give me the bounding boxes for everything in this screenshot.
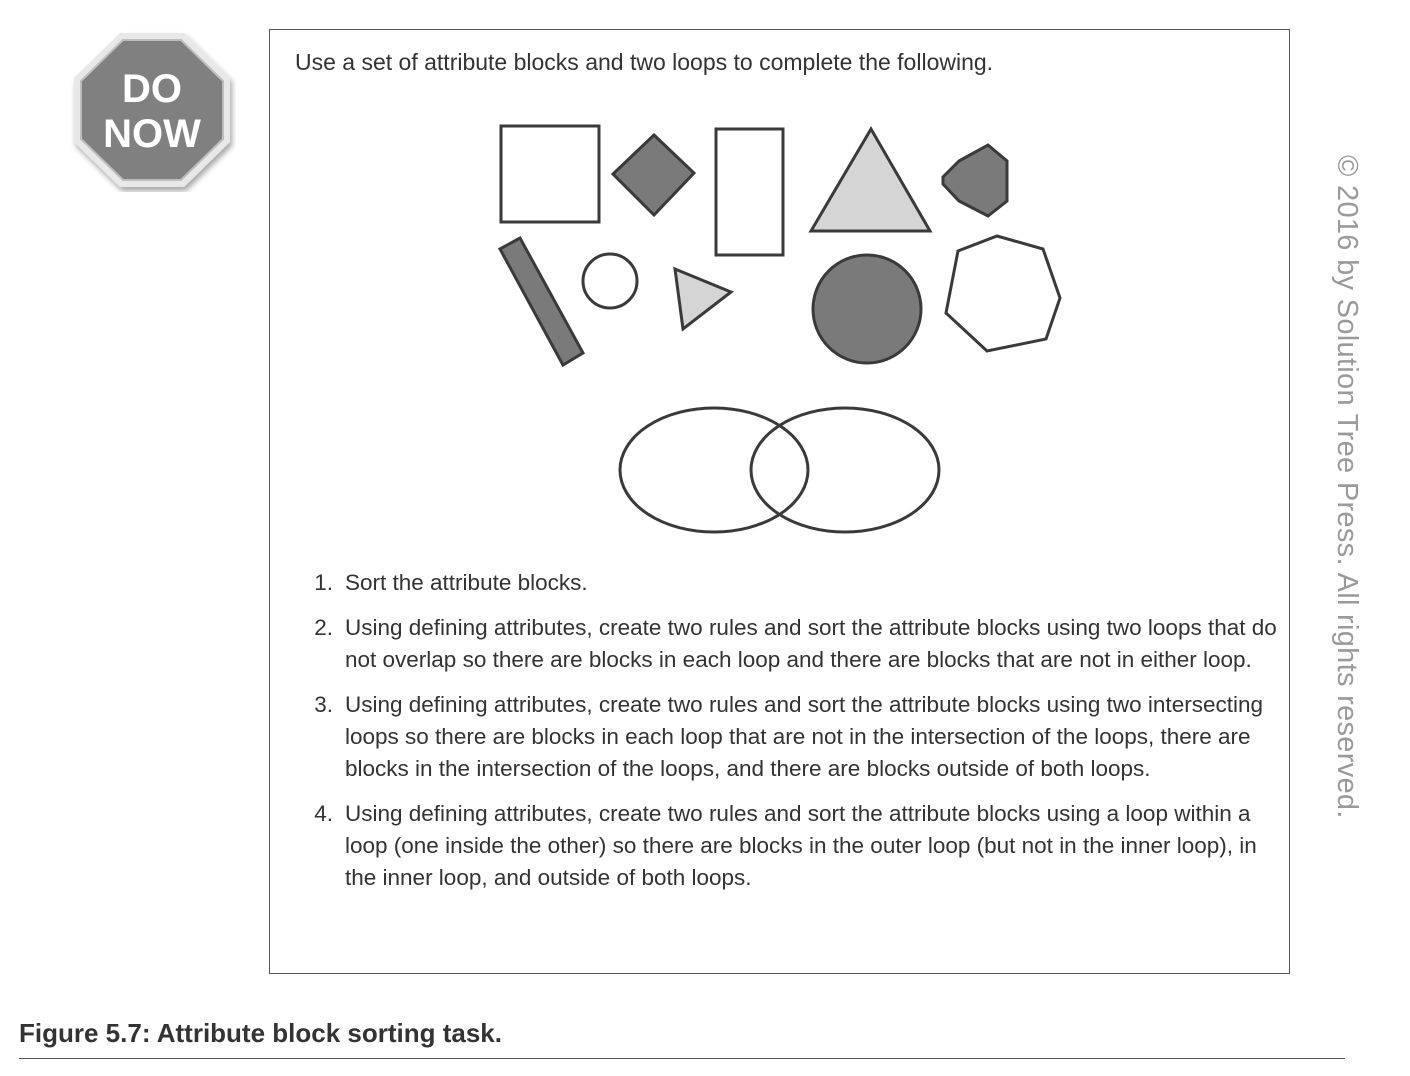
task-list xyxy=(308,567,1278,907)
large-white-heptagon-block xyxy=(946,236,1060,351)
task-item-4 xyxy=(308,798,1278,894)
task-number: 3. xyxy=(314,692,333,717)
task-number: 1. xyxy=(314,570,333,595)
small-light-triangle-block xyxy=(675,269,731,329)
task-item-2 xyxy=(308,612,1278,676)
intersecting-loops-illustration xyxy=(610,400,950,540)
dark-rectangle-block xyxy=(500,238,583,365)
task-text: Using defining attributes, create two rules and sort the attribute blocks using two loops that do not overlap so there are blocks in each loop and there are blocks that are not in either loop. xyxy=(345,615,1277,672)
task-text: Using defining attributes, create two rules and sort the attribute blocks using a loop within a loop (one inside the other) so there are blocks in the outer loop (but not in the inner loop), in the inner loop, and outside of both loops. xyxy=(345,801,1257,890)
task-item-1 xyxy=(308,567,1278,599)
task-number: 4. xyxy=(314,801,333,826)
small-white-circle-block xyxy=(583,254,637,308)
small-dark-hexagon-block xyxy=(943,145,1007,216)
badge-line1: DO xyxy=(122,67,182,111)
large-light-triangle-block xyxy=(811,129,930,231)
caption-divider xyxy=(19,1058,1345,1059)
attribute-blocks-illustration xyxy=(480,115,1080,380)
task-number: 2. xyxy=(314,615,333,640)
task-text: Using defining attributes, create two rules and sort the attribute blocks using two intersecting loops so there are blocks in each loop that are not in the intersection of the loops, there are blocks in the intersection of the loops, and there are blocks outside of both loops. xyxy=(345,692,1263,781)
instruction-text: Use a set of attribute blocks and two loops to complete the following. xyxy=(295,49,994,75)
right-loop xyxy=(751,408,939,532)
task-item-3 xyxy=(308,689,1278,785)
badge-line2: NOW xyxy=(103,112,201,156)
large-white-square-block xyxy=(501,126,599,222)
do-now-badge xyxy=(68,30,236,192)
task-text: Sort the attribute blocks. xyxy=(345,570,588,595)
large-dark-circle-block xyxy=(813,255,921,363)
figure-caption: Figure 5.7: Attribute block sorting task. xyxy=(19,1018,502,1048)
copyright-notice: © 2016 by Solution Tree Press. All rights reserved. xyxy=(1331,155,1363,819)
small-dark-square-block xyxy=(613,135,694,215)
white-rectangle-block xyxy=(716,129,783,255)
